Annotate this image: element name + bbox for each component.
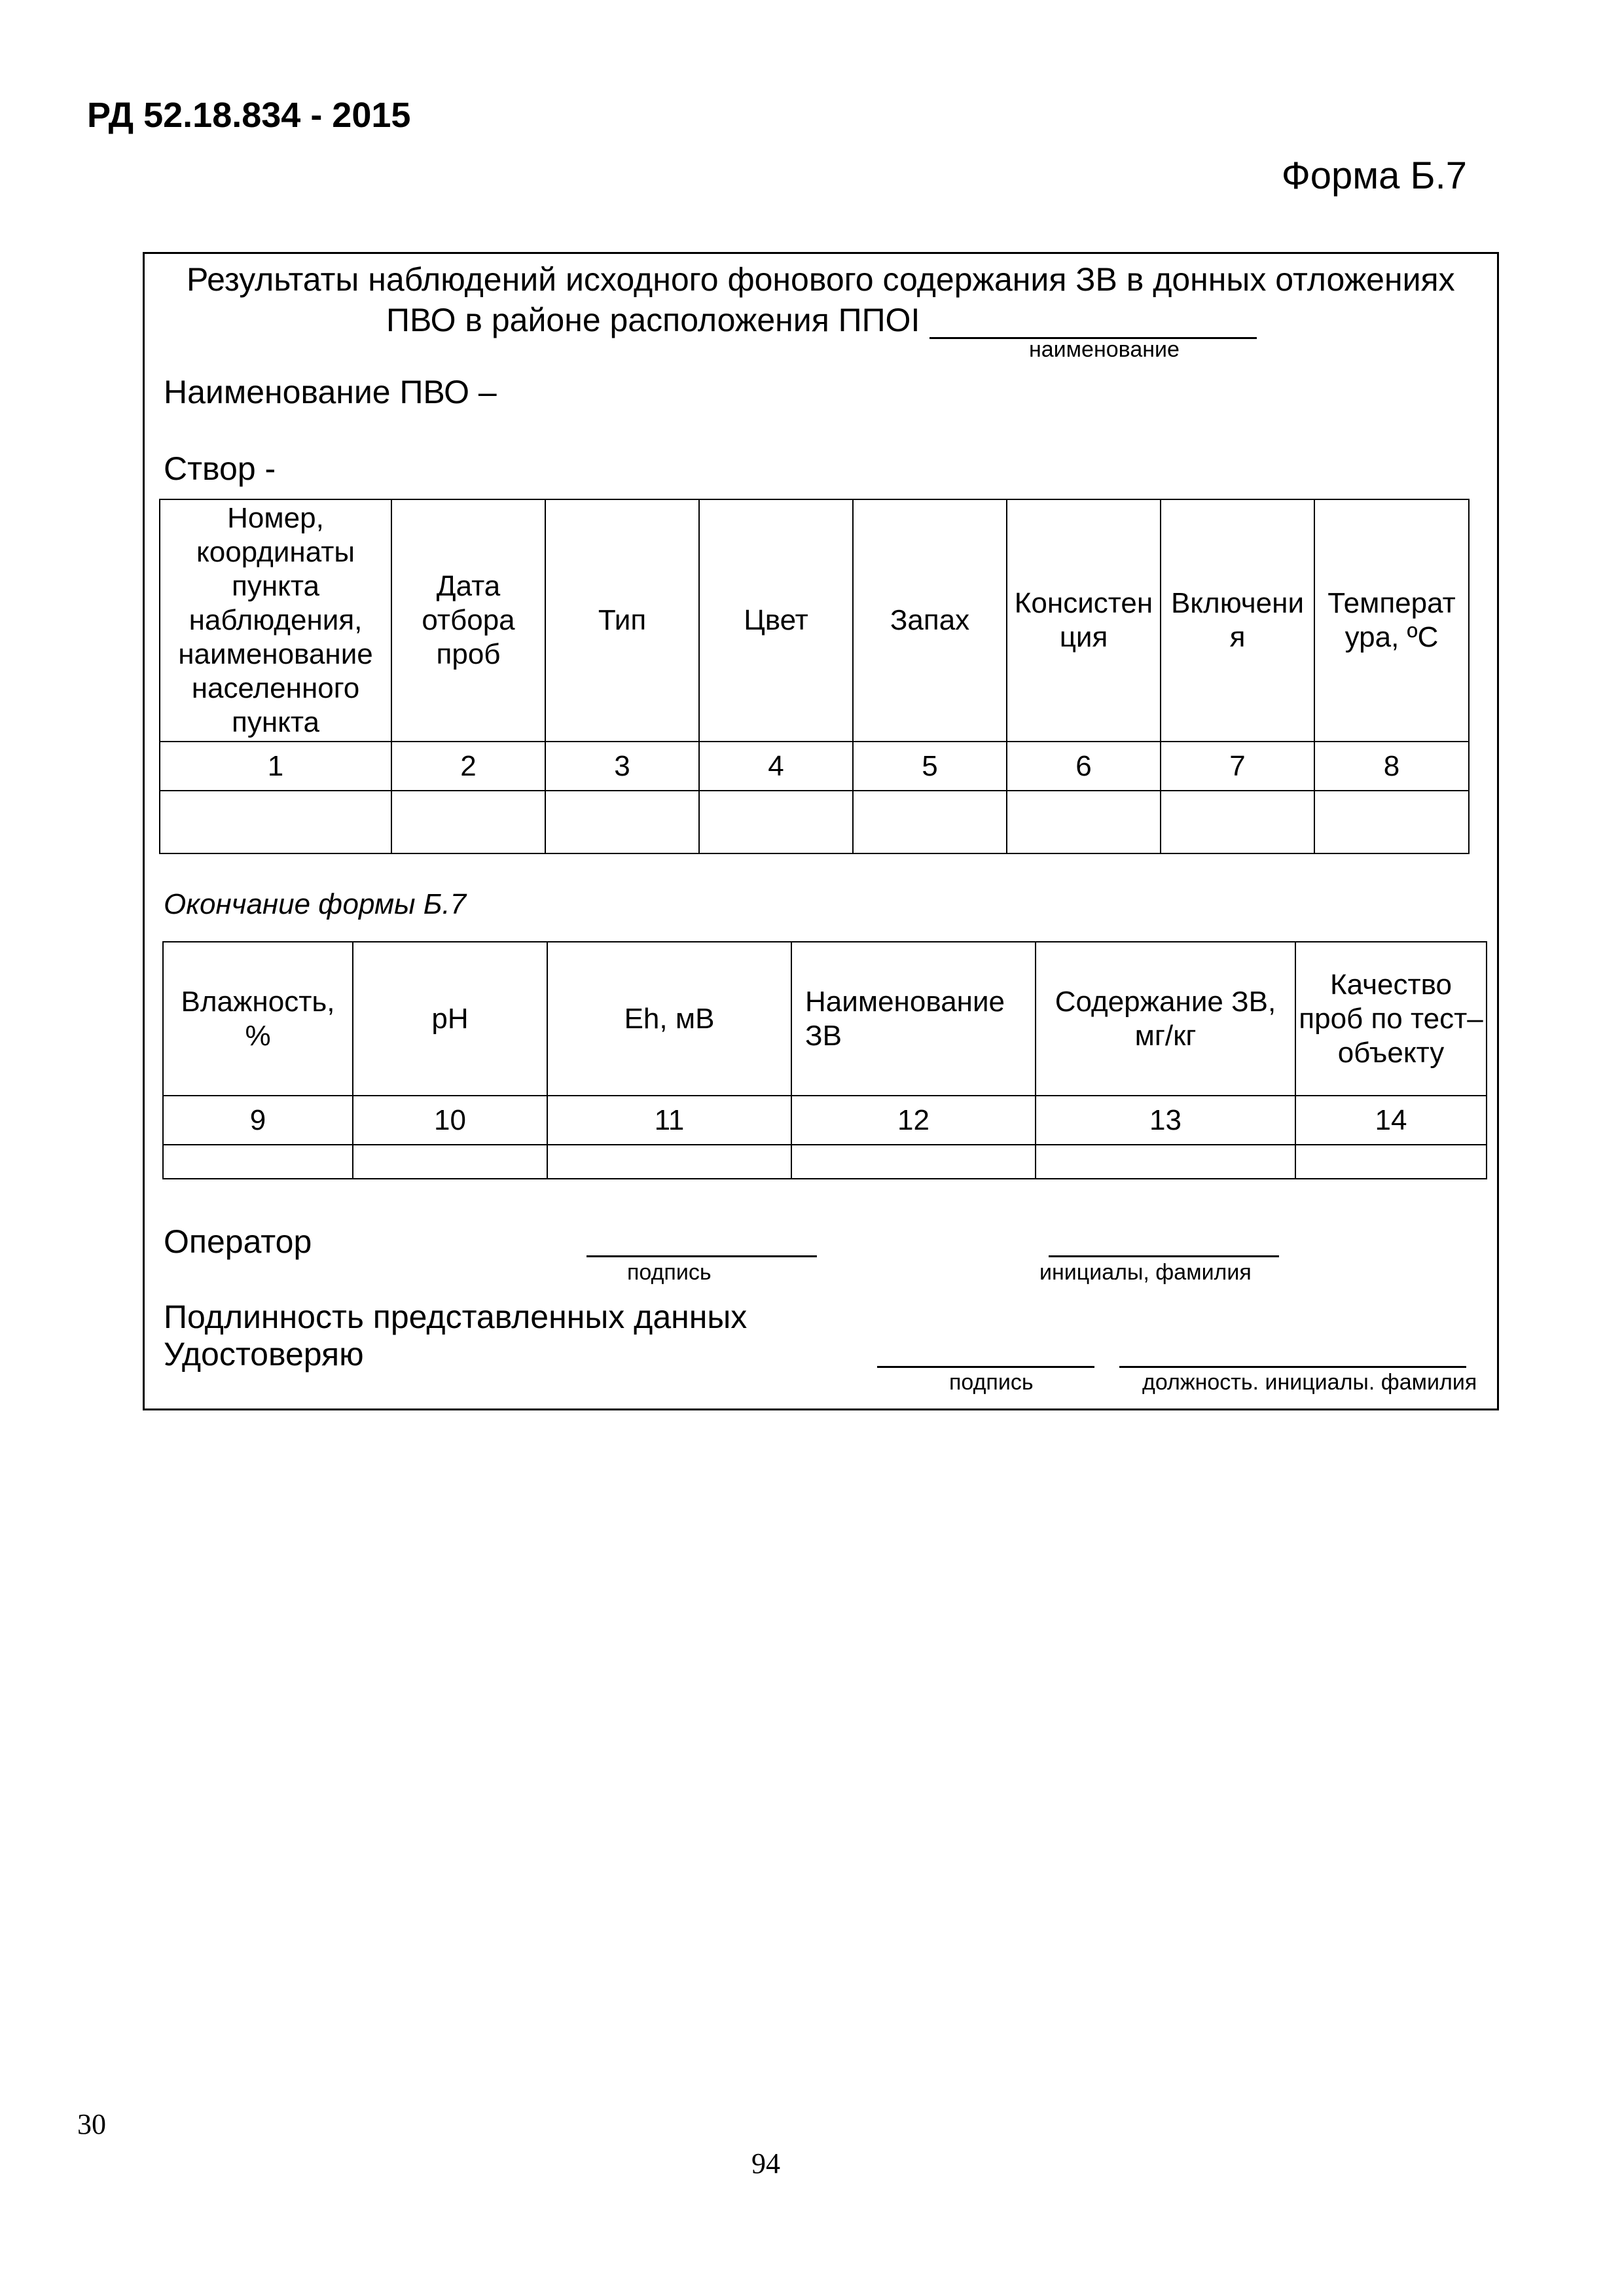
header-cell: Консистен ция (1007, 499, 1161, 742)
table-number-row (163, 1096, 1487, 1145)
operator-label: Оператор (164, 1223, 312, 1260)
certifier-signature-line[interactable] (877, 1366, 1094, 1368)
header-cell: Eh, мВ (547, 942, 791, 1096)
data-cell[interactable] (547, 1145, 791, 1179)
ppo-name-caption: наименование (1029, 337, 1180, 362)
header-cell: Наименование ЗВ (791, 942, 1036, 1096)
data-cell[interactable] (160, 791, 391, 853)
data-cell[interactable] (1314, 791, 1469, 853)
page-number: 94 (751, 2147, 780, 2179)
data-cell[interactable] (1295, 1145, 1487, 1179)
data-cell[interactable] (1036, 1145, 1295, 1179)
data-cell[interactable] (391, 791, 545, 853)
header-cell: Дата отбора проб (391, 499, 545, 742)
header-cell: Температ ура, ºС (1314, 499, 1469, 742)
data-cell[interactable] (353, 1145, 547, 1179)
page-number-inner: 30 (77, 2108, 106, 2140)
header-cell: Влажность, % (163, 942, 353, 1096)
table-row (163, 1145, 1487, 1179)
data-cell[interactable] (163, 1145, 353, 1179)
header-cell: Запах (853, 499, 1007, 742)
operator-signature-caption: подпись (627, 1260, 712, 1285)
certifier-name-line[interactable] (1119, 1366, 1466, 1368)
table-number-row (160, 742, 1469, 791)
data-cell[interactable] (1007, 791, 1161, 853)
header-cell: Тип (545, 499, 699, 742)
column-number: 13 (1036, 1096, 1295, 1145)
form-label: Форма Б.7 (1281, 154, 1467, 197)
column-number: 2 (391, 742, 545, 791)
operator-signature-line[interactable] (586, 1255, 817, 1257)
table-row (160, 791, 1469, 853)
certify-label: Удостоверяю (164, 1336, 364, 1372)
data-cell[interactable] (853, 791, 1007, 853)
column-number: 8 (1314, 742, 1469, 791)
data-cell[interactable] (791, 1145, 1036, 1179)
observation-table (159, 499, 1470, 854)
continuation-table (162, 941, 1487, 1179)
operator-name-caption: инициалы, фамилия (1039, 1260, 1252, 1285)
data-cell[interactable] (699, 791, 853, 853)
column-number: 12 (791, 1096, 1036, 1145)
certifier-name-caption: должность. инициалы. фамилия (1142, 1370, 1477, 1395)
column-number: 7 (1161, 742, 1314, 791)
stvor-label: Створ - (164, 450, 276, 487)
header-cell: Содержание ЗВ, мг/кг (1036, 942, 1295, 1096)
column-number: 6 (1007, 742, 1161, 791)
header-cell: Качество проб по тест– объекту (1295, 942, 1487, 1096)
table-header-row (163, 942, 1487, 1096)
column-number: 3 (545, 742, 699, 791)
certifier-signature-caption: подпись (949, 1370, 1034, 1395)
data-cell[interactable] (545, 791, 699, 853)
header-cell: Цвет (699, 499, 853, 742)
operator-name-line[interactable] (1049, 1255, 1279, 1257)
header-cell: pH (353, 942, 547, 1096)
continuation-label: Окончание формы Б.7 (164, 888, 467, 920)
form-title-line-1: Результаты наблюдений исходного фонового содержания ЗВ в донных отложениях (187, 261, 1455, 298)
pvo-name-label: Наименование ПВО – (164, 374, 497, 410)
column-number: 14 (1295, 1096, 1487, 1145)
column-number: 11 (547, 1096, 791, 1145)
column-number: 5 (853, 742, 1007, 791)
column-number: 1 (160, 742, 391, 791)
authenticity-label: Подлинность представленных данных (164, 1299, 748, 1335)
table-header-row (160, 499, 1469, 742)
form-title-line-2: ПВО в районе расположения ППОI (386, 302, 920, 338)
data-cell[interactable] (1161, 791, 1314, 853)
document-code: РД 52.18.834 - 2015 (87, 96, 411, 135)
column-number: 10 (353, 1096, 547, 1145)
column-number: 4 (699, 742, 853, 791)
column-number: 9 (163, 1096, 353, 1145)
header-cell: Включени я (1161, 499, 1314, 742)
header-cell: Номер, координаты пункта наблюдения, наименование населенного пункта (160, 499, 391, 742)
